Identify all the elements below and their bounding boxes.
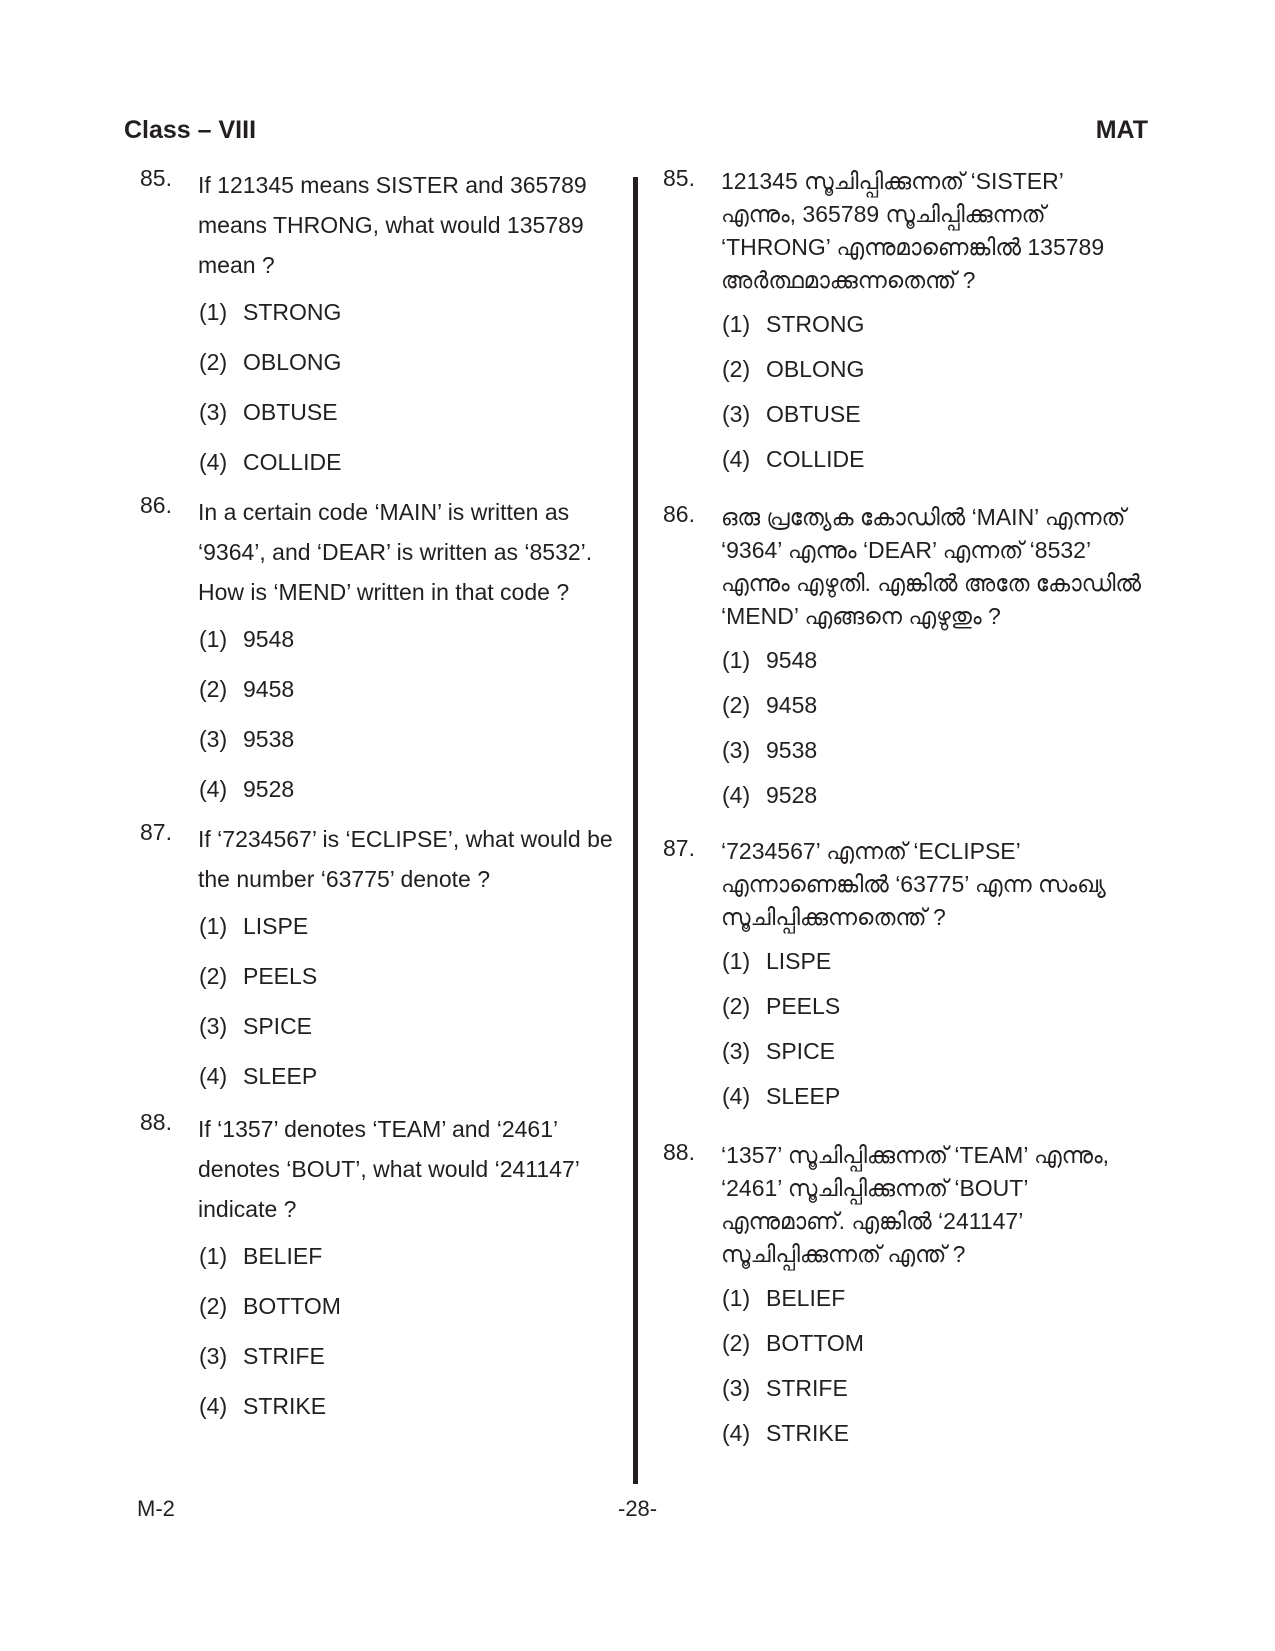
option-3: (3) 9538 xyxy=(722,737,818,763)
option-1: (1) LISPE xyxy=(199,913,309,939)
malayalam-column xyxy=(663,165,1143,1462)
option-4: (4) 9528 xyxy=(722,782,818,808)
english-column xyxy=(140,165,620,1436)
option-3: (3) STRIFE xyxy=(199,1343,325,1369)
booklet-code: M-2 xyxy=(137,1496,175,1521)
option-1: (1) BELIEF xyxy=(199,1243,323,1269)
option-3: (3) SPICE xyxy=(722,1038,836,1064)
column-divider xyxy=(633,177,638,1484)
question-stem: ഒരു പ്രത്യേക കോഡിൽ ‘MAIN’ എന്നത് ‘9364’ എന്നും ‘DEAR’ എന്നത് ‘8532’ എന്നും എഴുതി. എങ്കിൽ അതേ കോഡിൽ ‘MEND’ എങ്ങനെ എഴുതും ? xyxy=(721,504,1142,629)
question-number: 86. xyxy=(140,492,172,518)
option-2: (2) BOTTOM xyxy=(722,1330,864,1356)
option-2: (2) 9458 xyxy=(722,692,818,718)
question-number: 85. xyxy=(663,165,695,191)
option-1: (1) 9548 xyxy=(722,647,818,673)
option-3: (3) SPICE xyxy=(199,1013,313,1039)
option-1: (1) LISPE xyxy=(722,948,832,974)
question-stem: ‘7234567’ എന്നത് ‘ECLIPSE’ എന്നാണെങ്കിൽ ‘63775’ എന്ന സംഖ്യ സൂചിപ്പിക്കുന്നതെന്ത് ? xyxy=(721,838,1106,930)
question-stem: 121345 സൂചിപ്പിക്കുന്നത് ‘SISTER’ എന്നും, 365789 സൂചിപ്പിക്കുന്നത് ‘THRONG’ എന്നുമാണെങ്കിൽ 135789 അർത്ഥമാക്കുന്നതെന്ത് ? xyxy=(721,168,1105,293)
subject-label: MAT xyxy=(1095,116,1148,144)
question-number: 87. xyxy=(140,819,172,845)
option-2: (2) 9458 xyxy=(199,676,295,702)
option-2: (2) OBLONG xyxy=(722,356,865,382)
option-2: (2) PEELS xyxy=(722,993,841,1019)
option-3: (3) OBTUSE xyxy=(199,399,338,425)
question-number: 87. xyxy=(663,835,695,861)
question-88-en xyxy=(140,1109,620,1436)
option-2: (2) PEELS xyxy=(199,963,318,989)
options-list xyxy=(199,292,620,492)
question-86-en xyxy=(140,492,620,819)
page-number: -28- xyxy=(618,1496,658,1521)
option-2: (2) OBLONG xyxy=(199,349,342,375)
options-list xyxy=(722,945,1143,1125)
question-stem: If ‘7234567’ is ‘ECLIPSE’, what would be the number ‘63775’ denote ? xyxy=(198,826,613,892)
option-4: (4) SLEEP xyxy=(722,1083,841,1109)
options-list xyxy=(722,1282,1143,1462)
question-85-ml xyxy=(663,165,1143,501)
option-2: (2) BOTTOM xyxy=(199,1293,341,1319)
question-87-en xyxy=(140,819,620,1109)
question-stem: If ‘1357’ denotes ‘TEAM’ and ‘2461’ denotes ‘BOUT’, what would ‘241147’ indicate ? xyxy=(198,1116,579,1222)
option-4: (4) COLLIDE xyxy=(199,449,342,475)
option-4: (4) COLLIDE xyxy=(722,446,865,472)
option-4: (4) STRIKE xyxy=(199,1393,327,1419)
options-list xyxy=(199,1236,620,1436)
option-4: (4) 9528 xyxy=(199,776,295,802)
options-list xyxy=(722,644,1143,824)
question-88-ml xyxy=(663,1139,1143,1462)
option-1: (1) 9548 xyxy=(199,626,295,652)
option-3: (3) STRIFE xyxy=(722,1375,848,1401)
question-stem: In a certain code ‘MAIN’ is written as ‘9364’, and ‘DEAR’ is written as ‘8532’. How is ‘MEND’ written in that code ? xyxy=(198,499,593,605)
option-4: (4) SLEEP xyxy=(199,1063,318,1089)
option-1: (1) STRONG xyxy=(199,299,342,325)
option-3: (3) OBTUSE xyxy=(722,401,861,427)
question-86-ml xyxy=(663,501,1143,835)
option-1: (1) STRONG xyxy=(722,311,865,337)
option-3: (3) 9538 xyxy=(199,726,295,752)
question-number: 88. xyxy=(140,1109,172,1135)
question-number: 86. xyxy=(663,501,695,527)
option-4: (4) STRIKE xyxy=(722,1420,850,1446)
question-87-ml xyxy=(663,835,1143,1139)
question-number: 85. xyxy=(140,165,172,191)
options-list xyxy=(722,308,1143,488)
class-label: Class – VIII xyxy=(124,116,257,144)
option-1: (1) BELIEF xyxy=(722,1285,846,1311)
question-85-en xyxy=(140,165,620,492)
question-stem: ‘1357’ സൂചിപ്പിക്കുന്നത് ‘TEAM’ എന്നും, ‘2461’ സൂചിപ്പിക്കുന്നത് ‘BOUT’ എന്നുമാണ്. എങ്കിൽ ‘241147’ സൂചിപ്പിക്കുന്നത് എന്ത് ? xyxy=(721,1142,1110,1267)
question-stem: If 121345 means SISTER and 365789 means THRONG, what would 135789 mean ? xyxy=(198,172,587,278)
options-list xyxy=(199,619,620,819)
question-number: 88. xyxy=(663,1139,695,1165)
options-list xyxy=(199,906,620,1106)
